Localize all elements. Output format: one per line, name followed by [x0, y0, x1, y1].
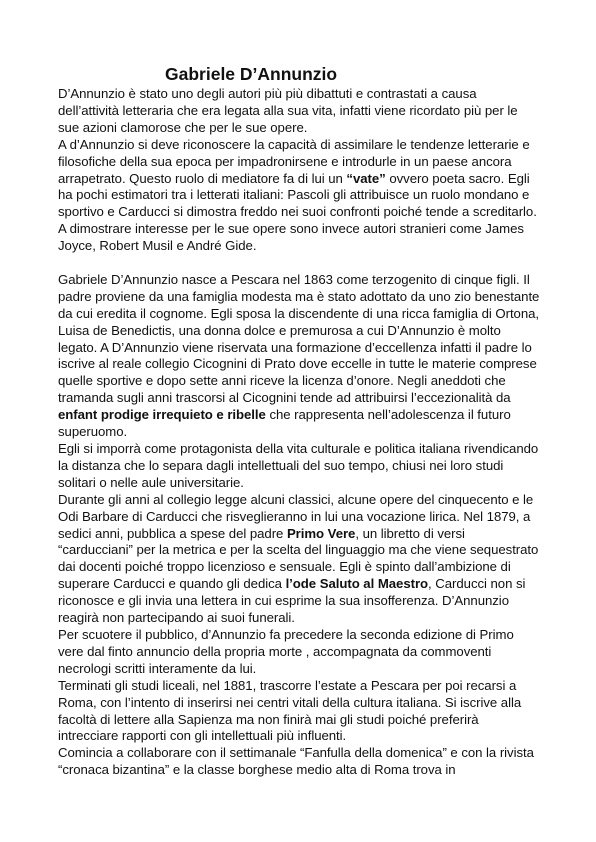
paragraph-protagonist: Egli si imporrà come protagonista della vita culturale e politica italiana rivendicando la distanza che lo separa dagli intellettuali del suo tempo, chiusi nei loro studi solitari o nelle aule universitarie. [58, 441, 539, 490]
paragraph-biography [58, 272, 540, 441]
paragraph-rome: Terminati gli studi liceali, nel 1881, trascorre l’estate a Pescara per poi recarsi a Roma, con l’intento di inserirsi nei centri vitali della cultura italiana. Si iscrive alla facoltà di lettere alla Sapienza ma non finirà mai gli studi poiché preferirà intrecciare rapporti con gli intellettuali più influenti. [58, 677, 522, 744]
paragraph-fanfulla: Comincia a collaborare con il settimanale “Fanfulla della domenica” e con la rivista “cronaca bizantina” e la classe borghese medio alta di Roma trova in [58, 745, 534, 778]
bold-term-primo-vere: Primo Vere [286, 525, 356, 541]
paragraph-intro: D’Annunzio è stato uno degli autori più più dibattuti e contrastati a causa dell’attività letteraria che era legata alla sua vita, infatti viene ricordato più per le sue azioni clamorose che per le sue opere. [58, 86, 518, 135]
text-run: ovvero poeta sacro. Egli ha pochi estimatori tra i letterati italiani: Pascoli gli attribuisce un ruolo mondano e sportivo e Carducci si dimostra freddo nei suoi confronti poiché tende a screditarlo. A dimostrare interesse per le sue opere sono invece autori stranieri come James Joyce, Robert Musil e André Gide. [58, 170, 537, 254]
document-page [58, 62, 540, 779]
text-run: , un libretto di versi “carducciani” per la metrica e per la scelta del linguaggio ma che viene sequestrato dai docenti poiché troppo licenzioso e sensuale. Egli è spinto dall’ambizione di superare Carducci e quando gli dedica [58, 525, 539, 592]
paragraph-vate [58, 137, 540, 255]
text-run: Durante gli anni al collegio legge alcuni classici, alcune opere del cinquecento e le Odi Barbare di Carducci che risveglieranno in lui una vocazione lirica. Nel 1879, a sedici anni, pubblica a spese del padre [58, 491, 534, 541]
bold-term-vate: “vate” [346, 170, 386, 186]
page-title: Gabriele D’Annunzio [165, 64, 338, 84]
paragraph-gap [58, 255, 540, 272]
text-run: A d’Annunzio si deve riconoscere la capacità di assimilare le tendenze letterarie e filosofiche della sua epoca per impadronirsene e introdurle in un paese ancora arrapetrato. Questo ruolo di mediatore fa di lui un [58, 136, 530, 186]
paragraph-college [58, 492, 540, 627]
bold-term-saluto-al-maestro: l’ode Saluto al Maestro [285, 576, 429, 592]
paragraph-fake-death: Per scuotere il pubblico, d’Annunzio fa precedere la seconda edizione di Primo vere dal finto annuncio della propria morte , accompagnata da commoventi necrologi scritti interamente da lui. [58, 626, 514, 676]
text-run: Gabriele D’Annunzio nasce a Pescara nel 1863 come terzogenito di cinque figli. Il padre proviene da una famiglia modesta ma è stato adottato da uno zio benestante da cui eredita il cognome. Egli sposa la discendente di una ricca famiglia di Ortona, Luisa de Benedictis, una donna dolce e premurosa a cui D’Annunzio è molto legato. A D’Annunzio viene riservata una formazione d’eccellenza infatti il padre lo iscrive al reale collegio Cicognini di Prato dove eccelle in tutte le materie comprese quelle sportive e dopo sette anni riceve la licenza d’onore. Negli aneddoti che tramanda sugli anni trascorsi al Cicognini tende ad attribuirsi l’eccezionalità da [58, 271, 540, 406]
text-run: che rappresenta nell’adolescenza il futuro superuomo. [58, 407, 511, 440]
bold-term-enfant-prodige: enfant prodige irrequieto e ribelle [58, 407, 266, 423]
text-run: , Carducci non si riconosce e gli invia una lettera in cui esprime la sua insofferenza. D’Annunzio reagirà non partecipando ai suoi funerali. [58, 576, 526, 626]
